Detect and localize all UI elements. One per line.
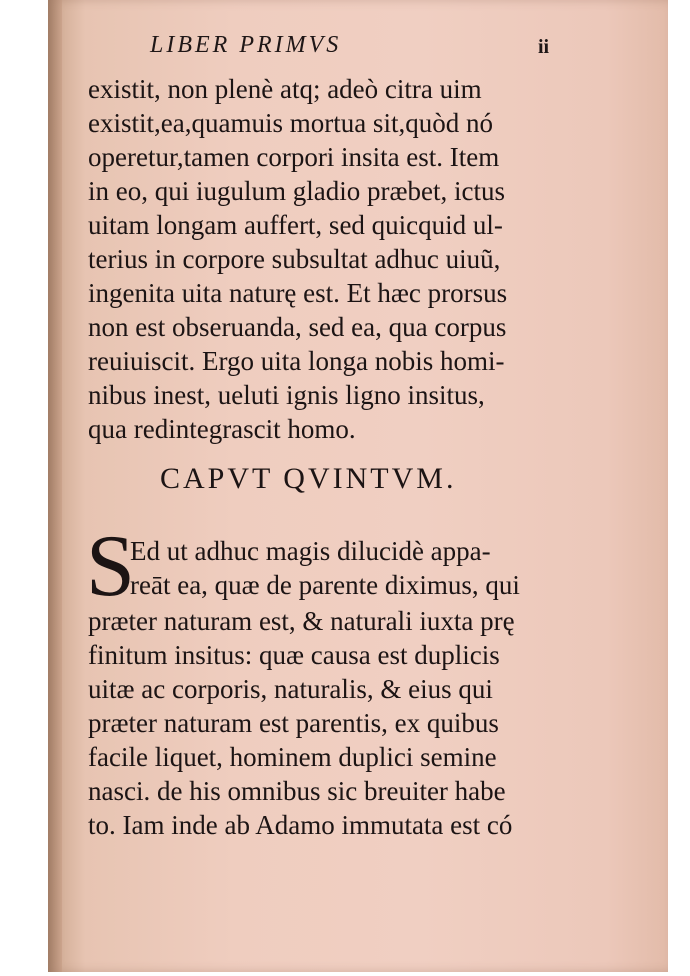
chapter-line-9: to. Iam inde ab Adamo immutata est có xyxy=(88,810,513,840)
chapter-line-2: reāt ea, quæ de parente diximus, qui xyxy=(130,570,520,600)
running-head: LIBER PRIMVS xyxy=(150,32,342,58)
chapter-line-7: facile liquet, hominem duplici semine xyxy=(88,742,497,772)
chapter-line-4: finitum insitus: quæ causa est duplicis xyxy=(88,640,500,670)
body-line-2: existit,ea,quamuis mortua sit,quòd nó xyxy=(88,108,493,138)
body-line-5: uitam longam auffert, sed quicquid ul- xyxy=(88,210,503,240)
body-line-10: nibus inest, ueluti ignis ligno insitus, xyxy=(88,380,485,410)
chapter-line-1: Ed ut adhuc magis dilucidè appa- xyxy=(130,536,491,566)
body-line-3: operetur,tamen corpori insita est. Item xyxy=(88,142,500,172)
chapter-line-3: præter naturam est, & naturali iuxta prę xyxy=(88,606,515,636)
body-line-8: non est obseruanda, sed ea, qua corpus xyxy=(88,312,507,342)
drop-cap: S xyxy=(86,518,135,615)
chapter-line-6: præter naturam est parentis, ex quibus xyxy=(88,708,499,738)
body-line-9: reuiuiscit. Ergo uita longa nobis homi- xyxy=(88,346,505,376)
body-line-6: terius in corpore subsultat adhuc uiuũ, xyxy=(88,244,501,274)
body-line-11: qua redintegrascit homo. xyxy=(88,414,356,444)
chapter-title: CAPVT QVINTVM. xyxy=(160,462,457,495)
page-spine-shadow xyxy=(48,0,62,972)
body-line-1: existit, non plenè atq; adeò citra uim xyxy=(88,74,482,104)
body-line-7: ingenita uita naturę est. Et hæc prorsus xyxy=(88,278,508,308)
body-line-4: in eo, qui iugulum gladio præbet, ictus xyxy=(88,176,505,206)
chapter-line-8: nasci. de his omnibus sic breuiter habe xyxy=(88,776,506,806)
chapter-line-5: uitæ ac corporis, naturalis, & eius qui xyxy=(88,674,493,704)
page-folio: ii xyxy=(538,36,550,58)
